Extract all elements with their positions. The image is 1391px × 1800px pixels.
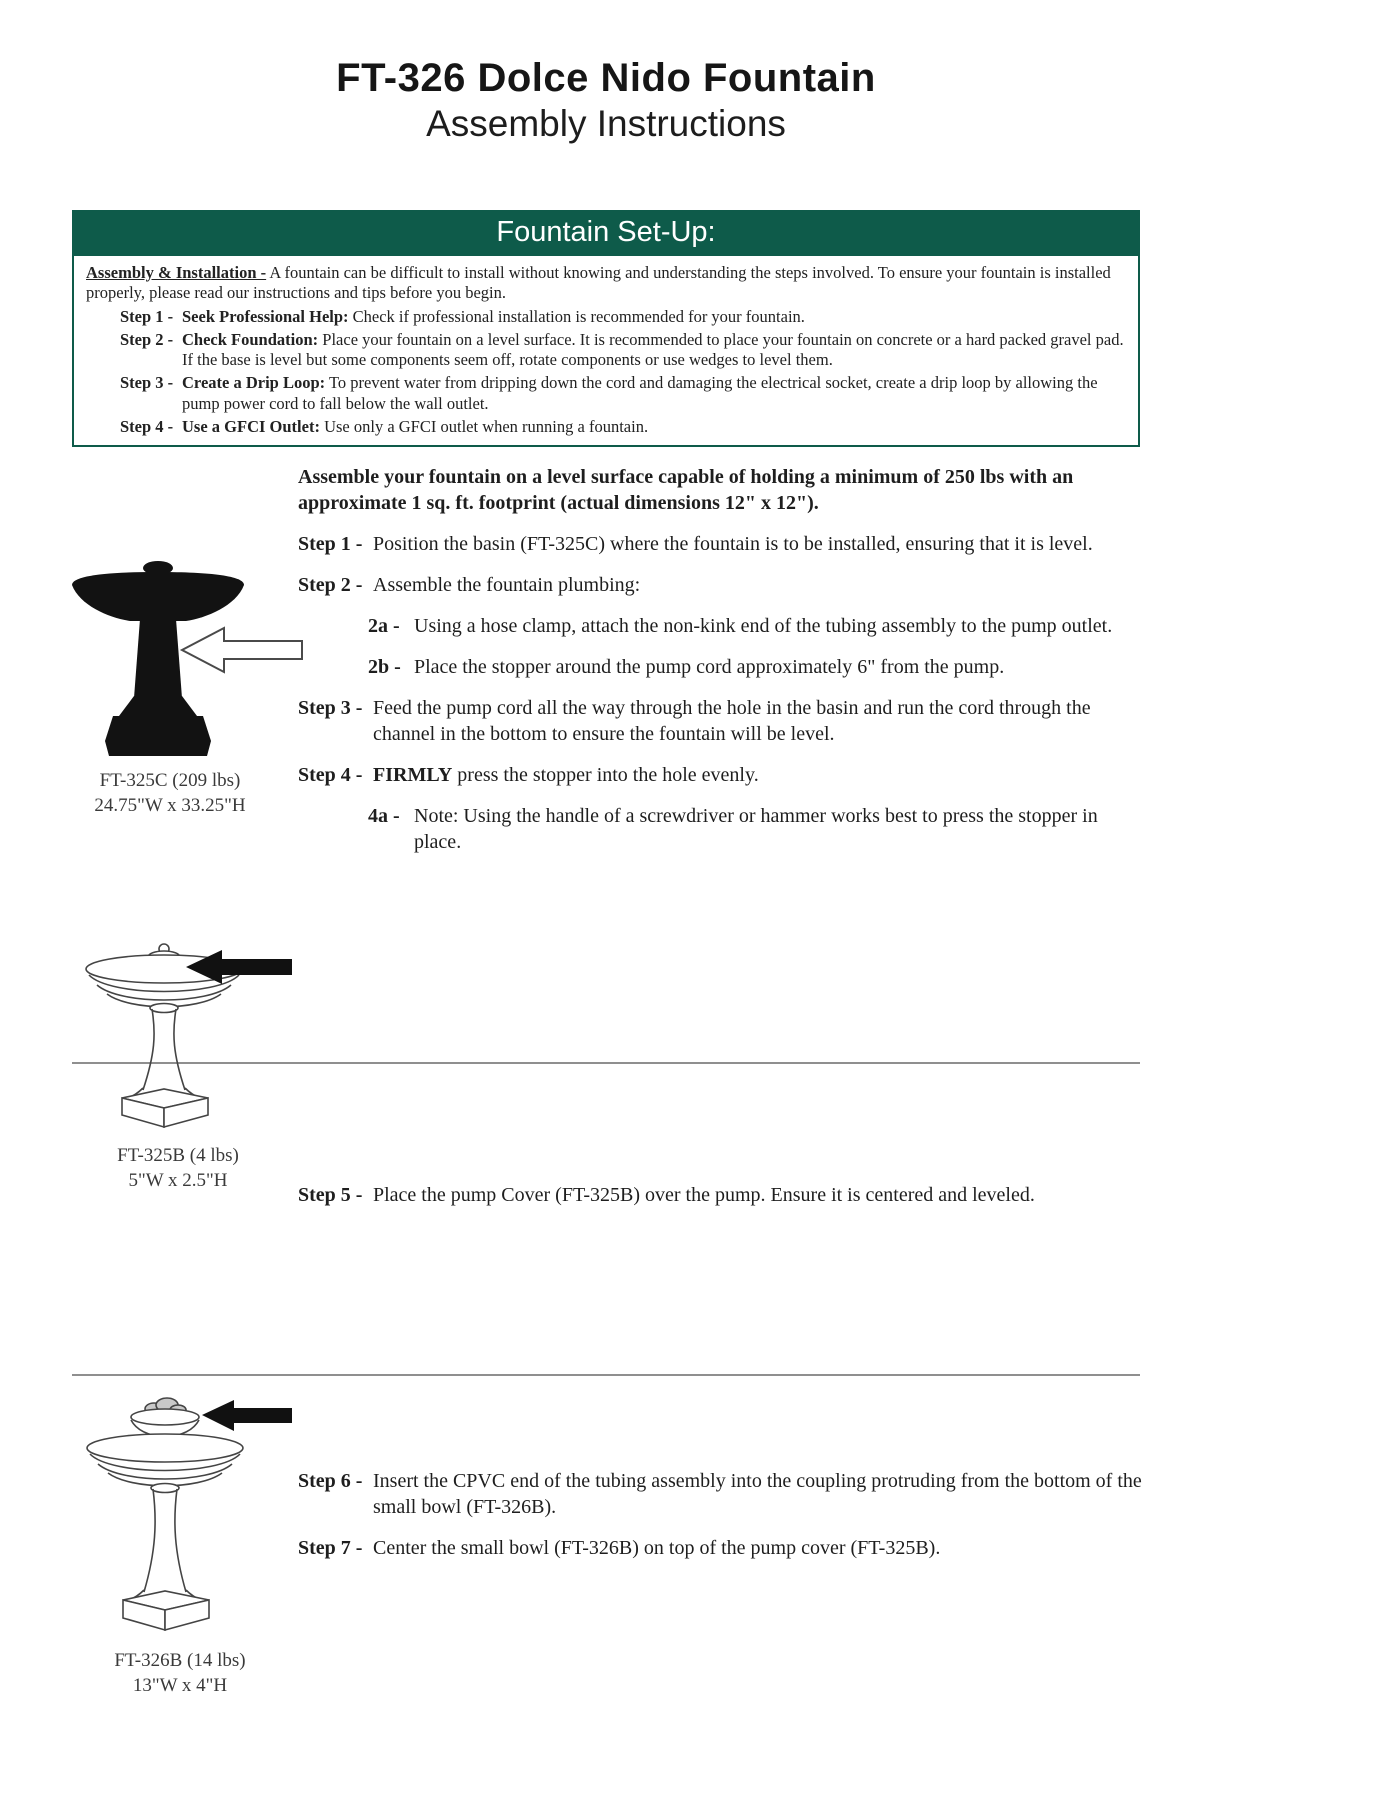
assembly-step-6 bbox=[298, 1468, 1143, 1520]
assembly-step-2a-text: Using a hose clamp, attach the non-kink end of the tubing assembly to the pump outlet. bbox=[414, 615, 1113, 637]
steps-6-7-block bbox=[298, 1468, 1143, 1576]
assembly-step-1 bbox=[298, 531, 1143, 557]
small-bowl-dimensions: 13"W x 4"H bbox=[132, 1675, 228, 1697]
assembly-step-4a-label: 4a - bbox=[368, 805, 400, 827]
setup-step-2 bbox=[120, 330, 1124, 371]
setup-step-2-label: Step 2 - bbox=[120, 329, 174, 349]
fountain-setup-box bbox=[72, 210, 1140, 447]
setup-step-3 bbox=[120, 373, 1124, 414]
assembly-step-2-label: Step 2 - bbox=[298, 574, 363, 596]
assembly-intro: Assemble your fountain on a level surface capable of holding a minimum of 250 lbs with an approximate 1 sq. ft. footprint (actual dimensions 12" x 12"). bbox=[298, 466, 1074, 514]
assembly-step-4a bbox=[368, 803, 1143, 855]
assembly-step-2b bbox=[368, 654, 1143, 680]
setup-step-3-label: Step 3 - bbox=[120, 373, 174, 393]
fountain-figure-basin bbox=[70, 558, 305, 768]
assembly-step-6-text: Insert the CPVC end of the tubing assembly into the coupling protruding from the bottom of the small bowl (FT-326B). bbox=[373, 1470, 1142, 1518]
pump-cover-dimensions: 5"W x 2.5"H bbox=[128, 1170, 228, 1192]
assembly-step-7 bbox=[298, 1535, 1143, 1561]
pointer-arrow-icon bbox=[182, 628, 302, 672]
small-bowl-part-number: FT-326B (14 lbs) bbox=[114, 1650, 246, 1671]
setup-step-3-text: Create a Drip Loop: To prevent water from dripping down the cord and damaging the electrical socket, create a drip loop by allowing the pump power cord to fall below the wall outlet. bbox=[182, 373, 1098, 413]
section-divider-2 bbox=[72, 1374, 1140, 1376]
basin-part-number: FT-325C (209 lbs) bbox=[99, 770, 241, 791]
assembly-step-7-text: Center the small bowl (FT-326B) on top of the pump cover (FT-325B). bbox=[373, 1537, 941, 1559]
setup-step-1-title: Seek Professional Help: bbox=[182, 306, 349, 326]
setup-step-1 bbox=[120, 307, 1124, 327]
assembly-step-4-label: Step 4 - bbox=[298, 764, 363, 786]
setup-step-1-label: Step 1 - bbox=[120, 306, 174, 326]
setup-step-4-text: Use a GFCI Outlet: Use only a GFCI outlet when running a fountain. bbox=[182, 416, 649, 436]
assembly-step-3 bbox=[298, 695, 1143, 747]
setup-step-2-title: Check Foundation: bbox=[182, 329, 319, 349]
figure-caption-basin bbox=[70, 768, 270, 818]
step-5-block bbox=[298, 1182, 1143, 1223]
assembly-step-1-text: Position the basin (FT-325C) where the fountain is to be installed, ensuring that it is level. bbox=[373, 533, 1093, 555]
small-bowl-illustration bbox=[82, 1396, 297, 1646]
fountain-figure-small-bowl bbox=[82, 1396, 297, 1651]
figure-caption-small-bowl bbox=[75, 1648, 285, 1698]
assembly-step-1-label: Step 1 - bbox=[298, 533, 363, 555]
assembly-step-4a-text: Note: Using the handle of a screwdriver or hammer works best to press the stopper in place. bbox=[414, 805, 1098, 853]
setup-intro-text: A fountain can be difficult to install without knowing and understanding the steps involved. To ensure your fountain is installed properly, please read our instructions and tips before you begin. bbox=[86, 263, 1111, 303]
assembly-step-4 bbox=[298, 762, 1143, 788]
assembly-step-2a bbox=[368, 613, 1143, 639]
assembly-step-5-text: Place the pump Cover (FT-325B) over the pump. Ensure it is centered and leveled. bbox=[373, 1184, 1035, 1206]
pointer-arrow-icon bbox=[202, 1400, 292, 1431]
basin-dimensions: 24.75"W x 33.25"H bbox=[94, 795, 246, 817]
assembly-step-6-label: Step 6 - bbox=[298, 1470, 363, 1492]
setup-step-1-text: Seek Professional Help: Check if professional installation is recommended for your fountain. bbox=[182, 306, 805, 326]
setup-intro bbox=[86, 263, 1124, 304]
figure-caption-pump-cover bbox=[78, 1143, 278, 1193]
assembly-step-2b-text: Place the stopper around the pump cord approximately 6" from the pump. bbox=[414, 656, 1005, 678]
assembly-step-3-text: Feed the pump cord all the way through the hole in the basin and run the cord through the channel in the bottom to ensure the fountain will be level. bbox=[373, 697, 1091, 745]
setup-step-3-title: Create a Drip Loop: bbox=[182, 373, 326, 393]
pump-cover-part-number: FT-325B (4 lbs) bbox=[117, 1145, 239, 1166]
basin-silhouette-illustration bbox=[70, 558, 305, 763]
assembly-step-2b-label: 2b - bbox=[368, 656, 401, 678]
assembly-step-5 bbox=[298, 1182, 1143, 1208]
setup-step-2-text: Check Foundation: Place your fountain on a level surface. It is recommended to place your fountain on concrete or a hard packed gravel pad. If the base is level but some components seem off, rotate components or use wedges to level them. bbox=[182, 329, 1124, 370]
setup-intro-lead: Assembly & Installation - bbox=[86, 263, 267, 282]
fountain-figure-pump-cover bbox=[82, 938, 297, 1148]
assembly-step-4-text: FIRMLY press the stopper into the hole evenly. bbox=[373, 764, 759, 786]
pump-cover-illustration bbox=[82, 938, 297, 1143]
setup-box-header: Fountain Set-Up: bbox=[72, 210, 1140, 256]
assembly-step-2a-label: 2a - bbox=[368, 615, 400, 637]
page-title: FT-326 Dolce Nido Fountain bbox=[336, 56, 876, 100]
page-subtitle: Assembly Instructions bbox=[426, 103, 786, 144]
assembly-step-2-text: Assemble the fountain plumbing: bbox=[373, 574, 641, 596]
assembly-step-7-label: Step 7 - bbox=[298, 1537, 363, 1559]
setup-step-4-label: Step 4 - bbox=[120, 416, 174, 436]
assembly-instructions bbox=[298, 464, 1143, 870]
assembly-step-2 bbox=[298, 572, 1143, 598]
title-block bbox=[72, 56, 1140, 145]
assembly-step-5-label: Step 5 - bbox=[298, 1184, 363, 1206]
assembly-step-3-label: Step 3 - bbox=[298, 697, 363, 719]
setup-step-4 bbox=[120, 417, 1124, 437]
setup-box-body bbox=[72, 256, 1140, 447]
setup-step-4-title: Use a GFCI Outlet: bbox=[182, 416, 320, 436]
